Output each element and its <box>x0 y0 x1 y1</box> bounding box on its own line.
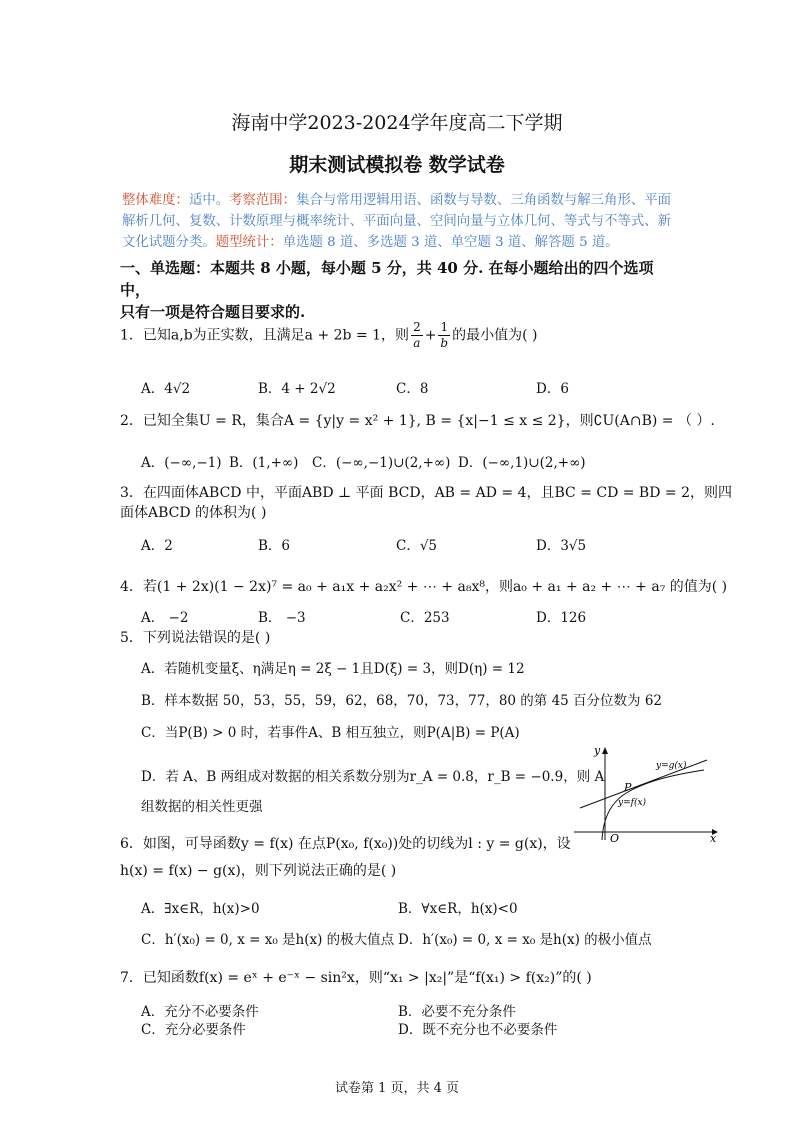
tangent-figure <box>572 742 722 842</box>
q7-option-d: D．既不充分也不必要条件 <box>398 1022 558 1038</box>
q1-stem-end: 的最小值为( ) <box>452 327 538 344</box>
scope-value: 集合与常用逻辑用语、函数与导数、三角函数与解三角形、平面解析几何、复数、计数原理与概率统计、平面向量、空间向量与立体几何、等式与不等式、新文化试题分类。 <box>122 193 672 250</box>
y-axis-label: y <box>594 744 601 757</box>
question-6-line1: 6．如图，可导函数y = f(x) 在点P(x₀, f(x₀))处的切线为l : y = g(x)，设 <box>120 836 571 852</box>
page-title: 海南中学2023-2024学年度高二下学期 <box>231 112 563 134</box>
x-axis-label: x <box>710 832 717 842</box>
scope-label: 考察范围： <box>229 193 297 208</box>
q4-option-b: B． −3 <box>258 610 306 626</box>
q6-option-d: D．h′(x₀) = 0, x = x₀ 是h(x) 的极小值点 <box>398 932 652 948</box>
q5-option-a: A．若随机变量ξ、η满足η = 2ξ − 1且D(ξ) = 3，则D(η) = 12 <box>141 661 525 677</box>
difficulty-label: 整体难度： <box>122 193 189 208</box>
section-heading-line1: 一、单选题：本题共 8 小题，每小题 5 分，共 40 分. 在每小题给出的四个选项中， <box>120 259 654 299</box>
section-heading <box>120 257 680 323</box>
q6-option-b: B．∀x∈R，h(x)<0 <box>398 901 518 917</box>
q1-option-a: A．4√2 <box>141 381 191 397</box>
q4-option-c: C．253 <box>400 610 450 626</box>
question-1-stem <box>120 320 537 351</box>
q6-option-c: C．h′(x₀) = 0, x = x₀ 是h(x) 的极大值点 <box>141 932 395 948</box>
q7-option-a: A．充分不必要条件 <box>141 1004 259 1020</box>
question-4-stem: 4．若(1 + 2x)(1 − 2x)⁷ = a₀ + a₁x + a₂x² + ⋯ + a₈x⁸，则a₀ + a₁ + a₂ + ⋯ + a₇ 的值为( ) <box>120 579 728 595</box>
origin-label: O <box>610 832 620 842</box>
question-6-line2: h(x) = f(x) − g(x)，则下列说法正确的是( ) <box>120 863 397 879</box>
q3-option-b: B．6 <box>258 538 291 554</box>
question-7-stem: 7．已知函数f(x) = eˣ + e⁻ˣ − sin²x，则“x₁ > |x₂|”是“f(x₁) > f(x₂)”的( ) <box>120 970 592 986</box>
section-heading-line2: 只有一项是符合题目要求的. <box>120 303 306 321</box>
q2-option-c: C．(−∞,−1)∪(2,+∞) <box>312 455 451 471</box>
q4-option-d: D．126 <box>536 610 587 626</box>
question-3-line2: 面体ABCD 的体积为( ) <box>120 505 267 521</box>
q7-option-c: C．充分必要条件 <box>141 1022 246 1038</box>
exam-overview <box>122 190 674 253</box>
q5-option-c: C．当P(B) > 0 时，若事件A、B 相互独立，则P(A|B) = P(A) <box>141 725 520 741</box>
q5-option-d-line1: D．若 A、B 两组成对数据的相关系数分别为r_A = 0.8，r_B = −0.9，则 A <box>141 769 605 785</box>
q2-option-d: D．(−∞,1)∪(2,+∞) <box>458 455 586 471</box>
q3-option-c: C．√5 <box>396 538 438 554</box>
q1-fraction-1-over-b: $\frac{1}{b}$ <box>440 320 449 350</box>
difficulty-value: 适中。 <box>188 193 230 208</box>
q1-fraction-2-over-a: $\frac{2}{a}$ <box>413 320 421 350</box>
q5-option-b: B．样本数据 50，53，55，59，62，68，70，73，77，80 的第 45 百分位数为 62 <box>141 693 663 709</box>
q1-option-d: D．6 <box>536 381 569 397</box>
page-footer: 试卷第 1 页，共 4 页 <box>334 1081 460 1096</box>
q2-option-b: B．(1,+∞) <box>229 455 299 471</box>
question-5-stem: 5．下列说法错误的是( ) <box>120 630 271 646</box>
q4-option-a: A． −2 <box>141 610 189 626</box>
question-2-stem: 2．已知全集U = R，集合A = {y|y = x² + 1}, B = {x|−1 ≤ x ≤ 2}，则∁U(A∩B) = （ ）. <box>120 413 715 429</box>
q3-option-d: D．3√5 <box>536 538 587 554</box>
q2-option-a: A．(−∞,−1) <box>141 455 222 471</box>
q5-option-d-line2: 组数据的相关性更强 <box>141 799 263 815</box>
q3-option-a: A．2 <box>141 538 173 554</box>
stats-label: 题型统计： <box>215 235 283 250</box>
q1-option-c: C．8 <box>396 381 429 397</box>
q7-option-b: B．必要不充分条件 <box>398 1004 516 1020</box>
y-axis-arrow-icon <box>602 747 608 754</box>
page-subtitle: 期末测试模拟卷 数学试卷 <box>289 154 505 176</box>
point-p-label: P <box>624 781 632 794</box>
q1-plus: + <box>424 327 437 344</box>
tangent-label: y=g(x) <box>656 761 687 771</box>
stats-value: 单选题 8 道、多选题 3 道、单空题 3 道、解答题 5 道。 <box>282 235 619 250</box>
q6-option-a: A．∃x∈R，h(x)>0 <box>141 901 260 917</box>
curve-label: y=f(x) <box>618 798 647 808</box>
q1-option-b: B．4 + 2√2 <box>258 381 336 397</box>
q1-stem-text: 1．已知a,b为正实数，且满足a + 2b = 1，则 <box>120 327 410 344</box>
question-3-line1: 3．在四面体ABCD 中，平面ABD ⊥ 平面 BCD，AB = AD = 4，且BC = CD = BD = 2，则四 <box>120 485 732 501</box>
